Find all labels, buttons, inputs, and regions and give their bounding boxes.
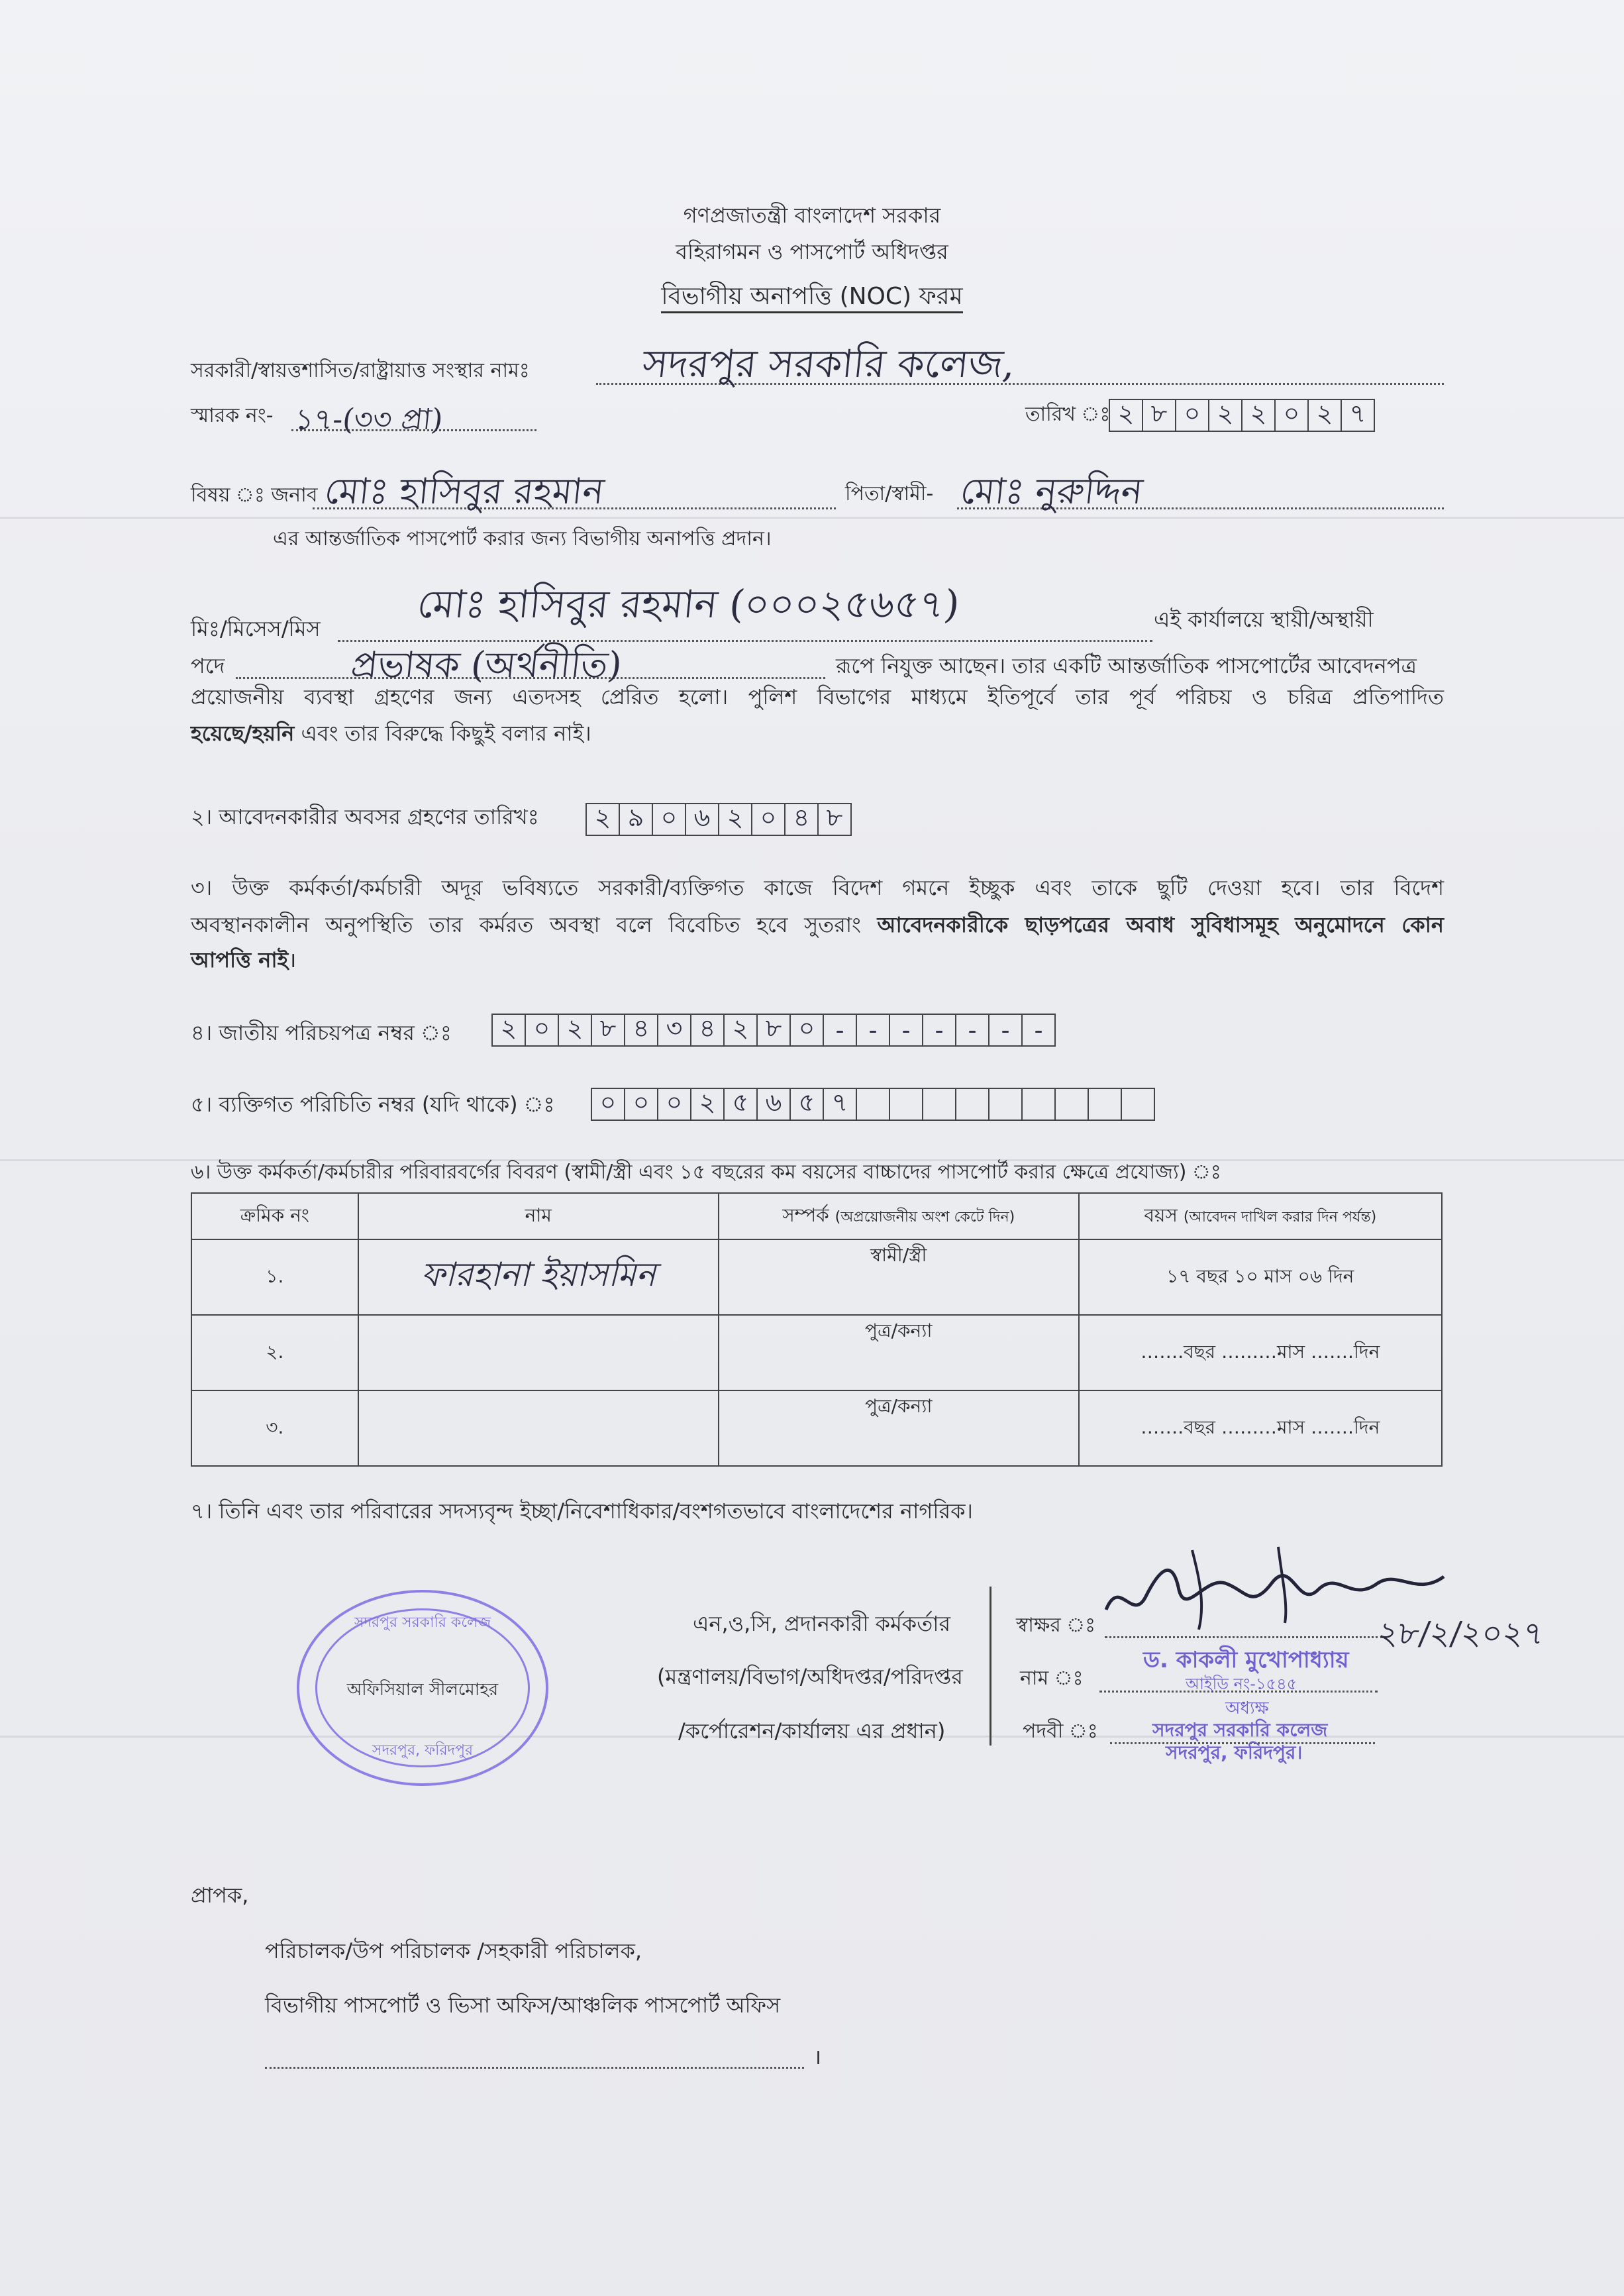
memo-value: ১৭-(৩৩ প্রা) <box>293 403 445 437</box>
item7: ৭। তিনি এবং তার পরিবারের সদস্যবৃন্দ ইচ্ছা/নিবেশাধিকার/বংশগতভাবে বাংলাদেশের নাগরিক। <box>191 1498 973 1524</box>
pid-digit-box: ৭ <box>823 1088 857 1121</box>
row-age: …….বছর ………মাস …….দিন <box>1079 1390 1442 1466</box>
retire-digit-box: ৯ <box>619 803 653 836</box>
pid-digit-box: ০ <box>591 1088 625 1121</box>
nid-digit-box: ৩ <box>657 1014 691 1047</box>
row-serial: ২. <box>191 1315 358 1390</box>
date-digit-box: ৮ <box>1142 399 1176 432</box>
p1-line4-text: এবং তার বিরুদ্ধে কিছুই বলার নাই। <box>301 721 591 746</box>
table-row <box>191 1390 1442 1466</box>
nid-digit-box: - <box>988 1014 1023 1047</box>
paper-fold <box>0 517 1624 519</box>
item3-line1 <box>191 869 1444 906</box>
date-digit-box: ২ <box>1307 399 1342 432</box>
nid-digit-box: - <box>922 1014 956 1047</box>
recipient-label: প্রাপক, <box>191 1883 249 1908</box>
sig-left-line1: এন,ও,সি, প্রদানকারী কর্মকর্তার <box>693 1611 951 1636</box>
nid-digit-box: ৪ <box>690 1014 725 1047</box>
pid-digit-box: ০ <box>624 1088 658 1121</box>
nid-digit-box: ২ <box>723 1014 758 1047</box>
stamp-college: সদরপুর সরকারি কলেজ <box>1152 1719 1328 1741</box>
retire-date-boxes <box>587 803 852 836</box>
pid-digit-box <box>1021 1088 1056 1121</box>
pid-digit-box: ২ <box>690 1088 725 1121</box>
pid-digit-box: ৫ <box>723 1088 758 1121</box>
col-serial: ক্রমিক নং <box>191 1193 358 1239</box>
nid-digit-box: ৮ <box>756 1014 791 1047</box>
sig-divider <box>990 1587 991 1746</box>
retire-digit-box: ৪ <box>784 803 819 836</box>
row-relation: স্বামী/স্ত্রী <box>719 1239 1079 1315</box>
p1-line4 <box>191 721 591 746</box>
seal-ring-top: সদরপুর সরকারি কলেজ <box>354 1614 491 1631</box>
recipient-line3-end: । <box>813 2044 822 2069</box>
col-age-note: (আবেদন দাখিল করার দিন পর্যন্ত) <box>1183 1208 1377 1226</box>
nid-digit-box: - <box>856 1014 890 1047</box>
mr-label: মিঃ/মিসেস/মিস <box>191 616 321 641</box>
retire-digit-box: ৮ <box>817 803 852 836</box>
recipient-line1: পরিচালক/উপ পরিচালক /সহকারী পরিচালক, <box>265 1938 642 1963</box>
date-digit-box: ০ <box>1175 399 1209 432</box>
pid-digit-box: ০ <box>657 1088 691 1121</box>
mr-value: মোঃ হাসিবুর রহমান (০০০২৫৬৫৭) <box>415 582 962 627</box>
nid-digit-box: - <box>823 1014 857 1047</box>
item3-line1-text: ৩। উক্ত কর্মকর্তা/কর্মচারী অদূর ভবিষ্যতে সরকারী/ব্যক্তিগত কাজে বিদেশ গমনে ইচ্ছুক এবং তাকে ছুটি দেওয়া হবে। তার বিদেশ <box>191 875 1444 900</box>
seal-label: অফিসিয়াল সীলমোহর <box>346 1680 499 1700</box>
subject-label: বিষয় ঃ জনাব <box>191 484 318 507</box>
memo-label: স্মারক নং- <box>191 404 274 427</box>
date-digit-box: ২ <box>1241 399 1276 432</box>
pid-digit-box: ৬ <box>756 1088 791 1121</box>
date-digit-box: ৭ <box>1341 399 1375 432</box>
sig-left-line3: /কর্পোরেশন/কার্যালয় এর প্রধান) <box>678 1718 946 1744</box>
p1-bold: হয়েছে/হয়নি <box>191 721 295 746</box>
table-row <box>191 1239 1442 1315</box>
recipient-line2: বিভাগীয় পাসপোর্ট ও ভিসা অফিস/আঞ্চলিক পাসপোর্ট অফিস <box>265 1993 781 2018</box>
row-relation: পুত্র/কন্যা <box>719 1390 1079 1466</box>
item3-line2a: অবস্থানকালীন অনুপস্থিতি তার কর্মরত অবস্থা বলে বিবেচিত হবে সুতরাং <box>191 912 861 937</box>
stamp-id: আইডি নং-১৫৪৫ <box>1186 1675 1297 1693</box>
col-relation-note: (অপ্রয়োজনীয় অংশ কেটে দিন) <box>835 1208 1015 1226</box>
seal-ring-bottom: সদরপুর, ফরিদপুর <box>372 1742 474 1759</box>
nid-digit-box: - <box>1021 1014 1056 1047</box>
item2-label: ২। আবেদনকারীর অবসর গ্রহণের তারিখঃ <box>191 804 539 829</box>
date-digit-box: ০ <box>1274 399 1309 432</box>
p1-line3 <box>191 678 1444 715</box>
nid-digit-box: - <box>889 1014 923 1047</box>
subject-line2: এর আন্তর্জাতিক পাসপোর্ট করার জন্য বিভাগীয় অনাপত্তি প্রদান। <box>273 527 772 550</box>
father-label: পিতা/স্বামী- <box>845 482 934 505</box>
row-name <box>358 1315 719 1390</box>
nid-digit-box: ২ <box>558 1014 592 1047</box>
pid-boxes <box>592 1088 1155 1121</box>
nid-digit-box: ২ <box>491 1014 526 1047</box>
recipient-dotted-line <box>265 2067 804 2069</box>
item3-line2-text <box>191 906 1444 943</box>
form-title-text: বিভাগীয় অনাপত্তি (NOC) ফরম <box>661 283 962 313</box>
nid-digit-box: ০ <box>789 1014 824 1047</box>
post-label-sig: পদবী ঃ <box>1023 1720 1098 1743</box>
pid-digit-box <box>1121 1088 1155 1121</box>
col-relation-label: সম্পর্ক <box>782 1204 829 1226</box>
row-relation: পুত্র/কন্যা <box>719 1315 1079 1390</box>
date-label: তারিখ ঃ <box>1025 403 1111 426</box>
retire-digit-box: ৬ <box>685 803 719 836</box>
name-label: নাম ঃ <box>1020 1667 1084 1690</box>
row-age: …….বছর ………মাস …….দিন <box>1079 1315 1442 1390</box>
stamp-post: অধ্যক্ষ <box>1225 1698 1269 1718</box>
col-age <box>1079 1193 1442 1239</box>
row-name: ফারহানা ইয়াসমিন <box>358 1239 719 1315</box>
pid-digit-box <box>1088 1088 1122 1121</box>
retire-digit-box: ২ <box>718 803 752 836</box>
row-serial: ১. <box>191 1239 358 1315</box>
col-age-label: বয়স <box>1144 1204 1178 1226</box>
col-name: নাম <box>358 1193 719 1239</box>
p1-tail: রূপে নিযুক্ত আছেন। তার একটি আন্তর্জাতিক পাসপোর্টের আবেদনপত্র <box>836 653 1417 678</box>
official-seal <box>297 1590 548 1786</box>
col-relation <box>719 1193 1079 1239</box>
sign-label: স্বাক্ষর ঃ <box>1016 1614 1096 1637</box>
family-table <box>191 1192 1443 1467</box>
header-govt: গণপ্রজাতন্ত্রী বাংলাদেশ সরকার <box>683 203 941 228</box>
retire-digit-box: ০ <box>652 803 686 836</box>
row-serial: ৩. <box>191 1390 358 1466</box>
item3-line2 <box>191 906 1444 943</box>
stamp-name: ড. কাকলী মুখোপাধ্যায় <box>1143 1647 1349 1673</box>
pid-digit-box: ৫ <box>789 1088 824 1121</box>
nid-digit-box: - <box>955 1014 990 1047</box>
sign-date: ২৮/২/২০২৭ <box>1376 1615 1547 1652</box>
pid-digit-box <box>988 1088 1023 1121</box>
date-digit-box: ২ <box>1208 399 1243 432</box>
retire-digit-box: ০ <box>751 803 786 836</box>
item5-label: ৫। ব্যক্তিগত পরিচিতি নম্বর (যদি থাকে) ঃ <box>191 1092 555 1117</box>
stamp-place: সদরপুর, ফরিদপুর। <box>1166 1742 1303 1763</box>
p1-line3-text: প্রয়োজনীয় ব্যবস্থা গ্রহণের জন্য এতদসহ প্রেরিত হলো। পুলিশ বিভাগের মাধ্যমে ইতিপূর্বে তার পূর্ব পরিচয় ও চরিত্র প্রতিপাদিত <box>191 684 1444 709</box>
org-value: সদরপুর সরকারি কলেজ, <box>640 341 1018 386</box>
item3-line3-text: আপত্তি নাই <box>191 947 289 972</box>
date-boxes <box>1110 399 1375 432</box>
item3-line2b: আবেদনকারীকে ছাড়পত্রের অবাধ সুবিধাসমূহ অনুমোদনে কোন <box>877 912 1444 937</box>
item4-label: ৪। জাতীয় পরিচয়পত্র নম্বর ঃ <box>191 1020 452 1045</box>
row-age: ১৭ বছর ১০ মাস ০৬ দিন <box>1079 1239 1442 1315</box>
pid-digit-box <box>856 1088 890 1121</box>
retire-digit-box: ২ <box>585 803 620 836</box>
form-title <box>0 278 1624 318</box>
table-row <box>191 1315 1442 1390</box>
row-name <box>358 1390 719 1466</box>
nid-boxes <box>493 1014 1056 1047</box>
pid-digit-box <box>889 1088 923 1121</box>
office-text: এই কার্যালয়ে স্থায়ী/অস্থায়ী <box>1154 607 1374 632</box>
subject-name: মোঃ হাসিবুর রহমান <box>323 470 607 512</box>
pid-digit-box <box>955 1088 990 1121</box>
nid-digit-box: ৮ <box>591 1014 625 1047</box>
nid-digit-box: ৪ <box>624 1014 658 1047</box>
nid-digit-box: ০ <box>525 1014 559 1047</box>
date-digit-box: ২ <box>1109 399 1143 432</box>
post-value: প্রভাষক (অর্থনীতি) <box>349 644 625 686</box>
pid-digit-box <box>922 1088 956 1121</box>
family-table-header <box>191 1193 1442 1239</box>
sig-left-line2: (মন্ত্রণালয়/বিভাগ/অধিদপ্তর/পরিদপ্তর <box>657 1664 963 1689</box>
post-label: পদে <box>191 653 225 678</box>
pid-digit-box <box>1054 1088 1089 1121</box>
item6-label: ৬। উক্ত কর্মকর্তা/কর্মচারীর পরিবারবর্গের বিবরণ (স্বামী/স্ত্রী এবং ১৫ বছরের কম বয়সের বাচ্চাদের পাসপোর্ট করার ক্ষেত্রে প্রযোজ্য) ঃ <box>191 1161 1221 1184</box>
item3-line3: আপত্তি নাই। <box>191 947 297 972</box>
father-name: মোঃ নুরুদ্দিন <box>958 470 1145 512</box>
org-label: সরকারী/স্বায়ত্তশাসিত/রাষ্ট্রায়াত্ত সংস্থার নামঃ <box>191 359 530 382</box>
header-dept: বহিরাগমন ও পাসপোর্ট অধিদপ্তর <box>676 239 948 264</box>
